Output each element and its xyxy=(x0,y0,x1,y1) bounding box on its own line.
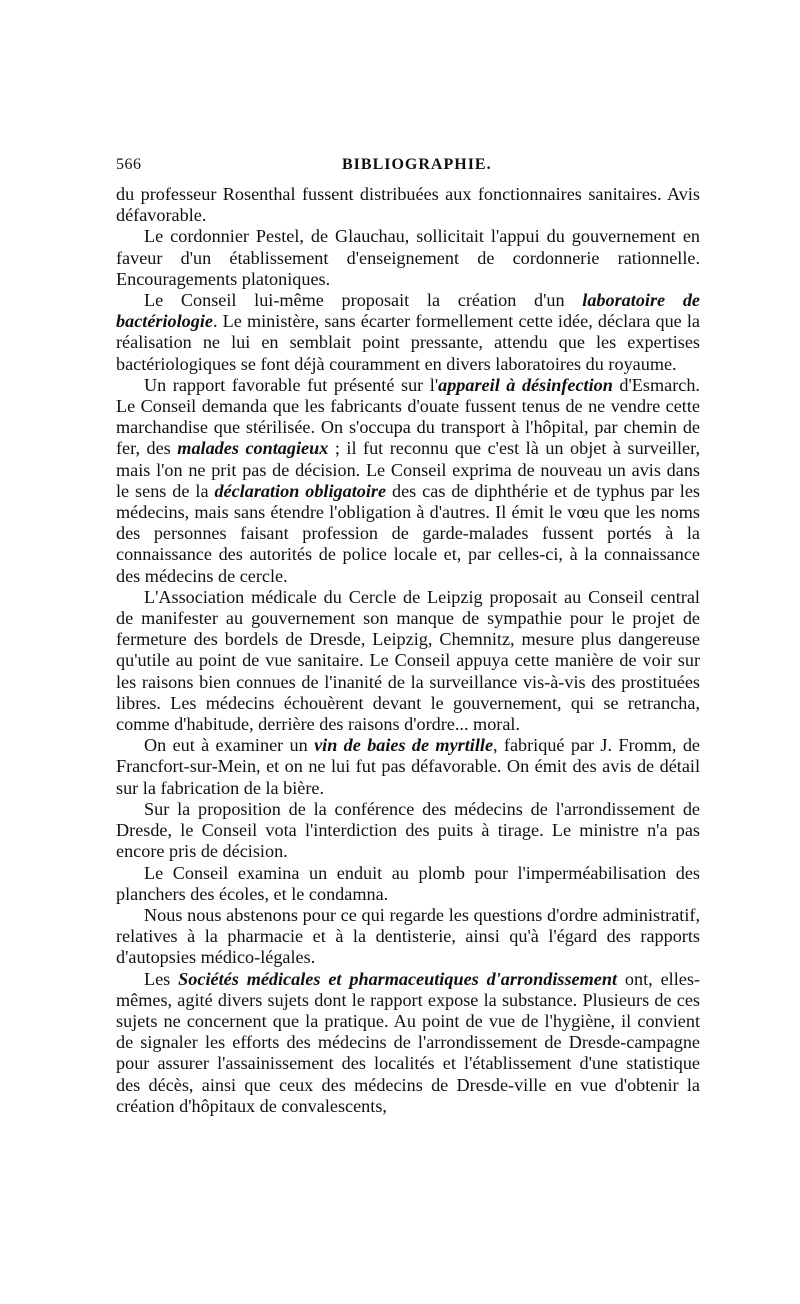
paragraph xyxy=(116,226,700,290)
emphasized-term: déclaration obligatoire xyxy=(214,480,387,501)
paragraph xyxy=(116,735,700,799)
paragraph xyxy=(116,587,700,735)
paragraph xyxy=(116,184,700,226)
paragraph-text: Sur la proposition de la conférence des médecins de l'arrondissement de Dresde, le Conseil vota l'interdiction des puits à tirage. Le ministre n'a pas encore pris de décision. xyxy=(116,798,700,862)
paragraph xyxy=(116,905,700,969)
paragraph-text: Le Conseil lui-même proposait la création d'un xyxy=(144,290,583,311)
page-header xyxy=(116,150,700,184)
paragraph-text: On eut à examiner un xyxy=(144,735,315,756)
paragraph-text: L'Association médicale du Cercle de Leipzig proposait au Conseil central de manifester au gouvernement son manque de sympathie pour le projet de fermeture des bordels de Dresde, Leipzig, Chemnitz, mesure plus dangereuse qu'utile au point de vue sanitaire. Le Conseil appuya cette manière de voir sur les raisons bien connues de l'inanité de la surveillance vis-à-vis des prostituées libres. Les médecins échouèrent devant le gouvernement, qui se retrancha, comme d'habitude, derrière des raisons d'ordre... moral. xyxy=(116,586,700,735)
paragraph xyxy=(116,863,700,905)
paragraph-text: Nous nous abstenons pour ce qui regarde les questions d'ordre administratif, relatives à la pharmacie et à la dentisterie, ainsi qu'à l'égard des rapports d'autopsies médico-légales. xyxy=(116,904,700,968)
paragraph xyxy=(116,375,700,587)
paragraph-text: Les xyxy=(144,968,179,989)
paragraph-text: . Le ministère, sans écarter formellement cette idée, déclara que la réalisation ne lui en semblait point pressante, attendu que les expertises bactériologiques se font déjà couramment en divers laboratoires du royaume. xyxy=(116,311,700,374)
paragraph xyxy=(116,799,700,863)
emphasized-term: laboratoire de bactériologie xyxy=(116,290,700,332)
paragraph-text: , fabriqué par J. Fromm, de Francfort-sur-Mein, et on ne lui fut pas défavorable. On émit des avis de détail sur la fabrication de la bière. xyxy=(116,735,700,798)
paragraph xyxy=(116,290,700,375)
emphasized-term: Sociétés médicales et pharmaceutiques d'arrondissement xyxy=(178,968,617,989)
paragraph-text: ; il fut reconnu que c'est là un objet à surveiller, mais l'on ne prit pas de décision. Le Conseil exprima de nouveau un avis dans le sens de la xyxy=(116,438,701,501)
paragraph xyxy=(116,969,700,1117)
body-text xyxy=(116,184,700,1117)
paragraph-text: Le Conseil examina un enduit au plomb pour l'imperméabilisation des planchers des écoles, et le condamna. xyxy=(116,862,700,904)
paragraph-text: Un rapport favorable fut présenté sur l' xyxy=(144,374,439,395)
paragraph-text: des cas de diphthérie et de typhus par les médecins, mais sans étendre l'obligation à d'autres. Il émit le vœu que les noms des personnes faisant profession de garde-malades fussent portés à la connaissance des autorités de police locale et, par celles-ci, à la connaissance des médecins de cercle. xyxy=(116,480,700,586)
emphasized-term: appareil à désinfection xyxy=(438,374,613,395)
emphasized-term: vin de baies de myrtille xyxy=(314,735,494,756)
page-number: 566 xyxy=(116,156,142,173)
paragraph-text: du professeur Rosenthal fussent distribuées aux fonctionnaires sanitaires. Avis défavorable. xyxy=(116,184,700,226)
paragraph-text: Le cordonnier Pestel, de Glauchau, sollicitait l'appui du gouvernement en faveur d'un établissement d'enseignement de cordonnerie rationnelle. Encouragements platoniques. xyxy=(116,226,700,289)
emphasized-term: malades contagieux xyxy=(177,438,329,459)
paragraph-text: d'Esmarch. Le Conseil demanda que les fabricants d'ouate fussent tenus de ne vendre cette marchandise que stérilisée. On s'occupa du transport à l'hôpital, par chemin de fer, des xyxy=(116,374,700,459)
paragraph-text: ont, elles-mêmes, agité divers sujets dont le rapport expose la substance. Plusieurs de ces sujets ne concernent que la pratique. Au point de vue de l'hygiène, il convient de signaler les efforts des médecins de l'arrondissement de Dresde-campagne pour assurer l'assainissement des localités et l'établissement d'une statistique des décès, ainsi que ceux des médecins de Dresde-ville en vue d'obtenir la création d'hôpitaux de convalescents, xyxy=(116,968,700,1116)
running-head: BIBLIOGRAPHIE. xyxy=(342,156,492,173)
book-page xyxy=(116,150,700,1117)
